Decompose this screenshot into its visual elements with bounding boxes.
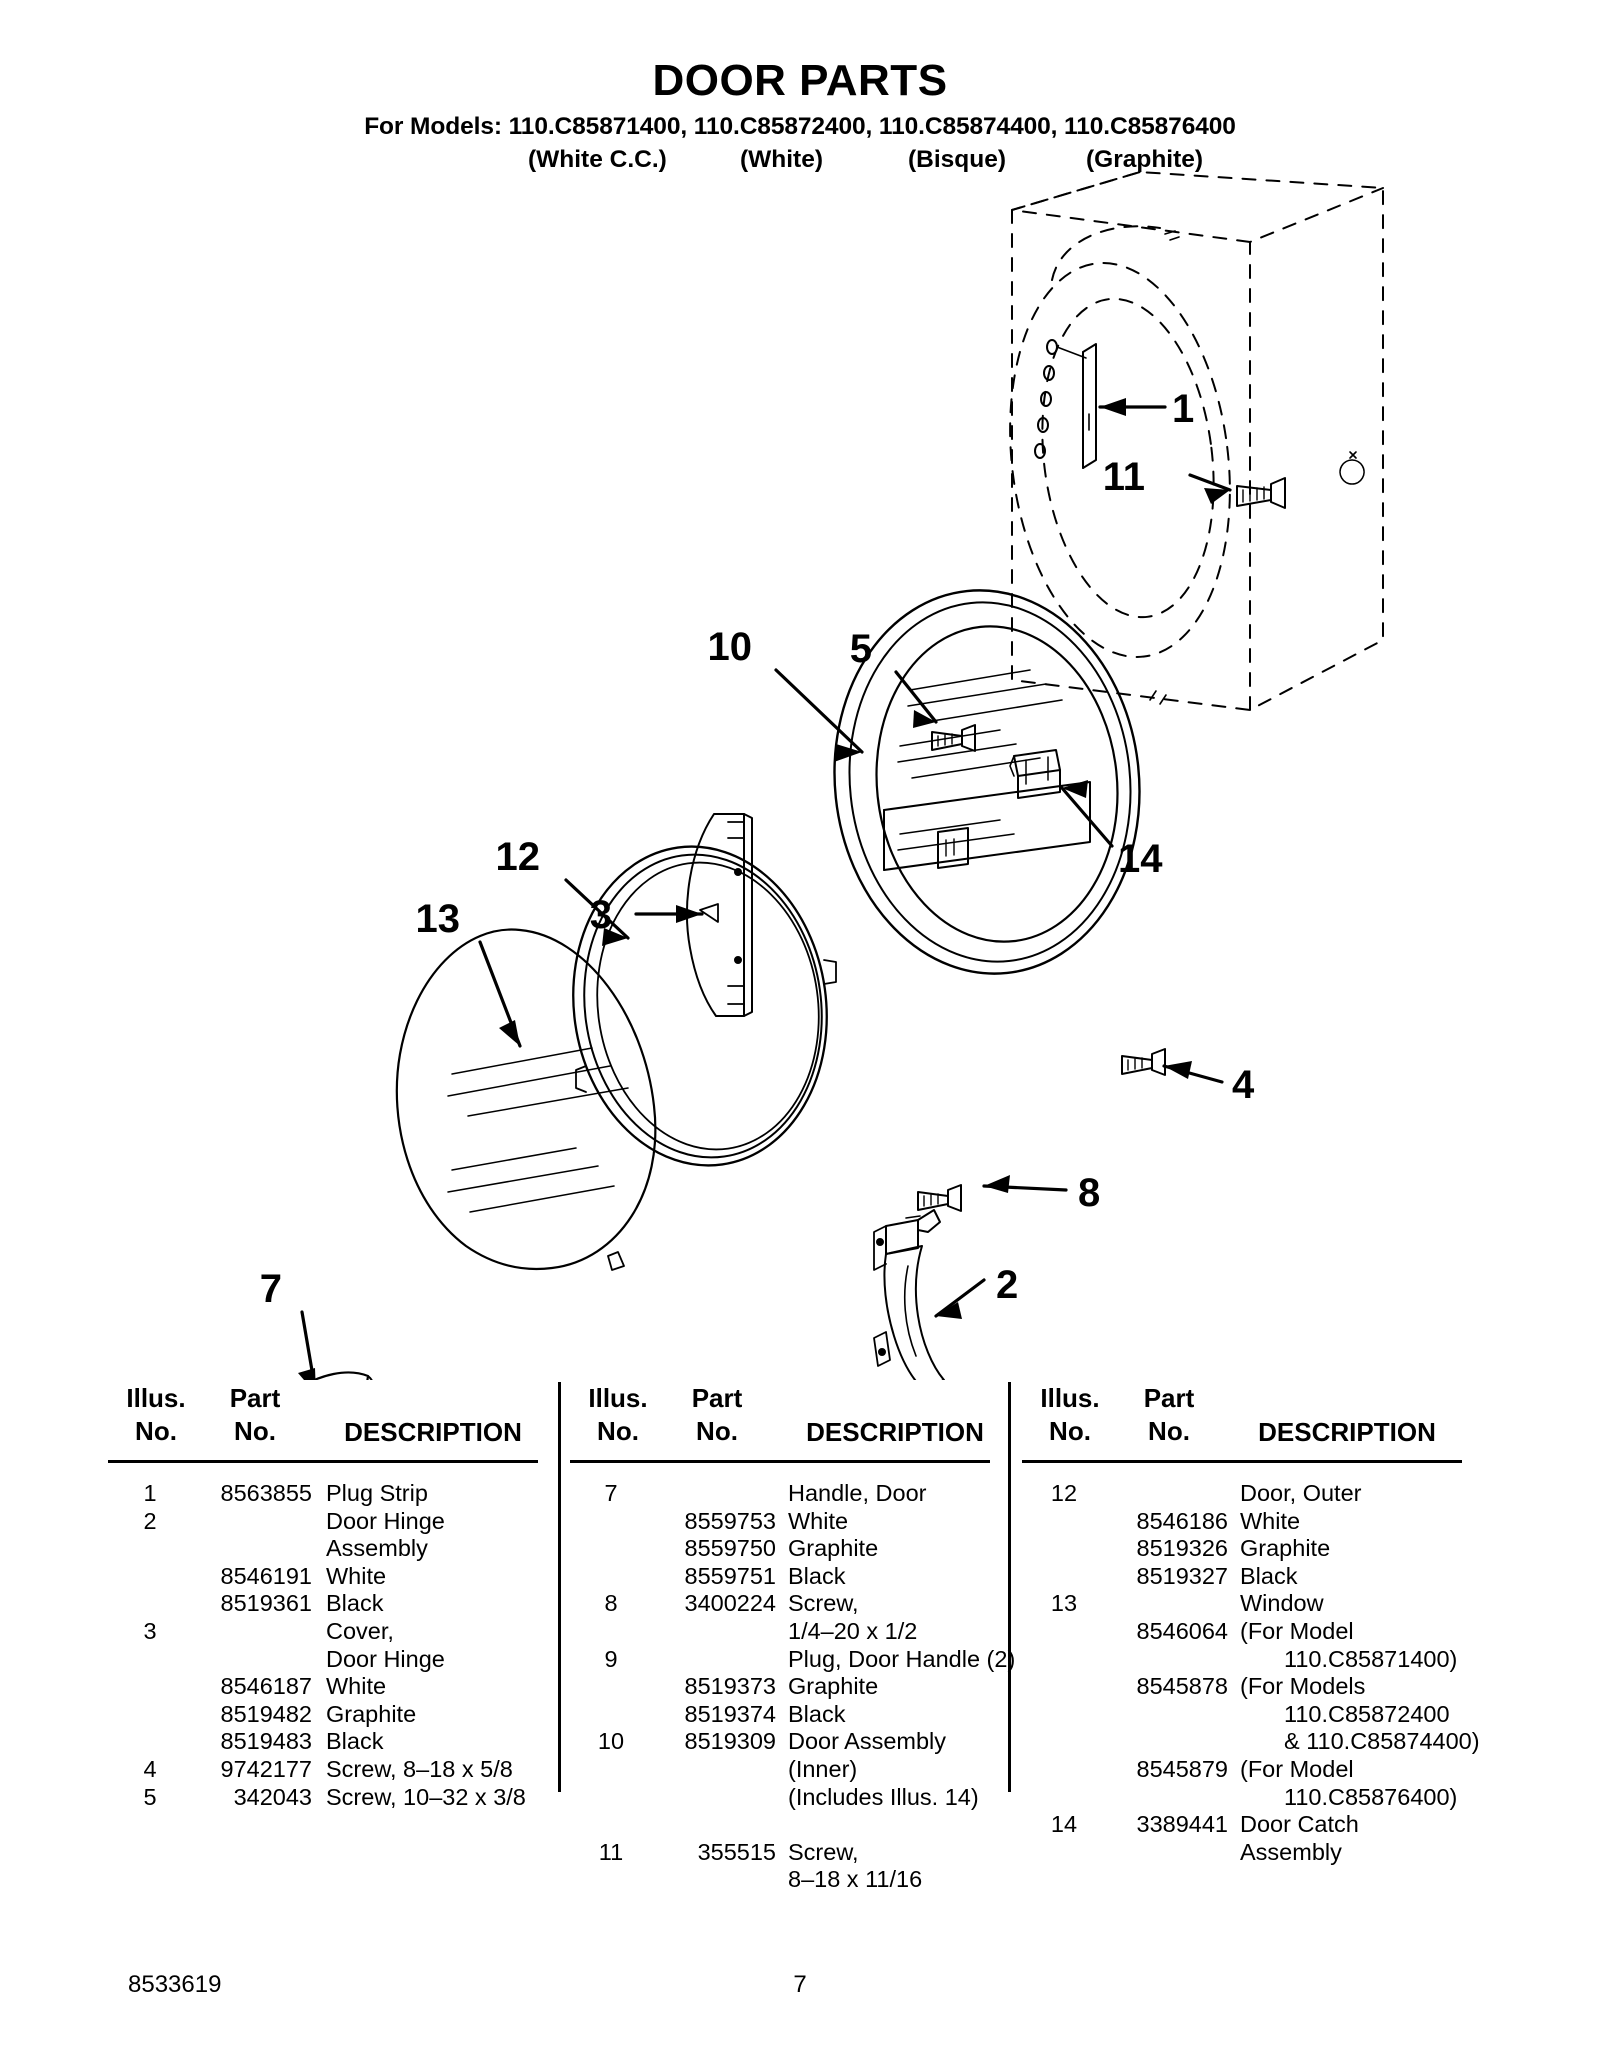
cell-part-no: 8563855 [220,1480,312,1506]
table-row [570,1508,990,1536]
header-illus-line1: Illus. [126,1383,186,1413]
cell-description: Screw, 10–32 x 3/8 [326,1783,526,1810]
table-row [108,1563,538,1591]
page-header [0,0,1600,180]
cell-part-no: 8519327 [1136,1562,1228,1589]
parts-table [0,1382,1600,1893]
header-description: DESCRIPTION [1258,1417,1436,1447]
cell-part-no: 8546191 [220,1562,312,1589]
cell-illus-no: 5 [143,1783,157,1810]
callout-12: 12 [495,835,540,879]
cabinet-front-panel-outline [989,172,1383,710]
cell-illus-no: 2 [143,1507,157,1534]
callout-1: 1 [1172,387,1195,431]
cell-description: (Includes Illus. 14) [788,1783,979,1810]
table-row [570,1590,990,1618]
header-illus-line2: No. [597,1416,639,1447]
table-row [108,1535,538,1563]
header-description: DESCRIPTION [806,1417,984,1447]
table-row [1022,1508,1462,1536]
callout-10: 10 [707,625,752,669]
table-row [108,1646,538,1674]
cell-part-no: 3389441 [1136,1811,1228,1838]
column-divider-1 [558,1382,561,1792]
cell-part-no: 8559751 [684,1562,776,1589]
table-row [570,1756,990,1784]
table-row [1022,1563,1462,1591]
table-row [108,1590,538,1618]
table-row [1022,1646,1462,1674]
cell-illus-no: 11 [598,1838,624,1865]
callout-5: 5 [849,627,872,671]
cell-description: 110.C85871400) [1284,1645,1458,1672]
table-row [570,1645,1016,1674]
cell-description: 110.C85872400 [1284,1700,1450,1727]
cell-description: Door Hinge [326,1507,445,1534]
cell-part-no: 8519373 [684,1673,776,1700]
cell-description: Plug, Door Handle (2) [788,1645,1016,1672]
part-door-handle [265,1372,375,1380]
table-row [1022,1839,1462,1867]
part-screw-11 [1237,478,1285,508]
table-row [108,1480,538,1508]
cell-part-no: 8559750 [684,1535,776,1562]
table-body-3 [1022,1480,1480,1866]
cell-description: & 110.C85874400) [1284,1728,1480,1755]
table-row [570,1701,990,1729]
cell-part-no: 8519483 [220,1728,312,1755]
callout-4-right: 4 [1232,1063,1255,1107]
header-illus-line1: Illus. [1040,1383,1100,1413]
cell-description: Black [788,1700,846,1727]
table-header-2 [570,1382,990,1460]
cell-description: Screw, [788,1590,859,1617]
cell-part-no: 8519482 [220,1700,312,1727]
cell-description: Door Hinge [326,1645,445,1672]
table-row [108,1701,538,1729]
color-variant-3: (Bisque) [908,145,1006,173]
table-row [570,1535,990,1563]
table-row [570,1618,990,1646]
callout-11: 11 [1102,455,1145,499]
table-row [1022,1701,1462,1729]
callout-8: 8 [1078,1171,1101,1215]
glass-hatch-lines [898,670,1062,850]
table-header-1 [108,1382,538,1460]
cell-description: Black [326,1728,384,1755]
cell-description: (For Model [1240,1755,1354,1782]
parts-table-column-3 [1022,1382,1480,1866]
table-header-3 [1022,1382,1462,1460]
color-variant-4: (Graphite) [1086,145,1204,173]
table-row [570,1784,990,1812]
cell-description: Cover, [326,1617,394,1644]
header-illus-line2: No. [135,1416,177,1447]
color-variant-1: (White C.C.) [528,145,667,173]
cell-description: Assembly [1240,1838,1342,1865]
header-part-line2: No. [1148,1416,1190,1447]
header-rule-1 [108,1460,538,1463]
cell-description: White [326,1673,387,1700]
cell-description: White [326,1562,387,1589]
cell-illus-no: 8 [604,1590,618,1617]
callout-3: 3 [589,893,612,937]
table-row [570,1480,990,1508]
part-door-catch-assembly [1010,750,1060,798]
cell-illus-no: 12 [1050,1480,1078,1506]
header-part-line2: No. [234,1416,276,1447]
table-row [1022,1811,1462,1839]
cell-part-no: 355515 [697,1838,776,1865]
exploded-parts-diagram [0,170,1600,1380]
models-line: For Models: 110.C85871400, 110.C85872400, 110.C85874400, 110.C85876400 [364,112,1236,140]
cell-description: Graphite [326,1700,417,1727]
table-row [1022,1590,1462,1618]
cell-part-no: 8545878 [1136,1673,1228,1700]
table-row [1022,1480,1462,1508]
page-number: 7 [793,1971,807,1998]
table-row [570,1811,990,1839]
table-row [1022,1618,1462,1646]
table-row [1022,1535,1462,1563]
cell-description: Plug Strip [326,1480,428,1506]
parts-table-column-1 [108,1382,538,1811]
table-row [570,1839,990,1867]
header-illus-line1: Illus. [588,1383,648,1413]
cell-description: Handle, Door [788,1480,927,1506]
part-outer-door-ring [553,830,847,1182]
cell-description: 110.C85876400) [1284,1783,1458,1810]
cell-description: Graphite [1240,1535,1331,1562]
callout-14: 14 [1118,837,1163,881]
table-row [1022,1784,1462,1812]
cell-description: 8–18 x 11/16 [788,1866,923,1893]
cabinet-panel-detail-marks [1150,231,1364,704]
table-row [108,1673,538,1701]
cell-description: Window [1240,1590,1324,1617]
cell-part-no: 8546064 [1136,1617,1228,1644]
cell-description: Screw, 8–18 x 5/8 [326,1755,513,1782]
table-row [570,1866,990,1894]
document-number: 8533619 [128,1971,222,1998]
table-row [1022,1673,1462,1701]
cell-illus-no: 14 [1050,1811,1078,1838]
cell-illus-no: 10 [597,1728,625,1755]
cell-part-no: 9742177 [220,1755,312,1782]
table-row [1022,1728,1480,1756]
header-rule-2 [570,1460,990,1463]
table-body-2 [570,1480,1016,1894]
cell-description: (For Model [1240,1617,1354,1644]
cell-illus-no: 9 [604,1645,618,1672]
diagram-svg [0,170,1600,1380]
table-row [570,1673,990,1701]
cell-description: 1/4–20 x 1/2 [788,1617,918,1644]
parts-table-column-2 [570,1382,1016,1894]
callout-7: 7 [259,1267,282,1311]
cell-illus-no: 7 [604,1480,618,1506]
cell-description: Black [326,1590,384,1617]
callout-2: 2 [996,1263,1019,1307]
cell-description: Screw, [788,1838,859,1865]
cell-part-no: 8546187 [220,1673,312,1700]
table-row [108,1756,538,1784]
cell-description: (For Models [1240,1673,1366,1700]
cell-description: Graphite [788,1673,879,1700]
header-part-line1: Part [1143,1383,1195,1413]
cell-description: White [788,1507,849,1534]
cell-description: (Inner) [788,1755,858,1782]
part-screw-8 [918,1185,961,1211]
page-footer [0,1971,1600,2005]
table-row [108,1784,538,1812]
cell-description: Door Assembly [788,1728,947,1755]
cell-description: Black [788,1562,846,1589]
cell-part-no: 8519361 [220,1590,312,1617]
cell-illus-no: 4 [143,1755,157,1782]
part-door-hinge-assembly [874,1210,944,1380]
header-part-line2: No. [696,1416,738,1447]
cell-part-no: 8545879 [1136,1755,1228,1782]
cell-part-no: 8519374 [684,1700,776,1727]
table-row [108,1728,538,1756]
table-body-1 [108,1480,538,1811]
page-title: DOOR PARTS [652,56,948,105]
cell-description: Assembly [326,1535,428,1562]
cell-illus-no: 13 [1050,1590,1078,1617]
cell-illus-no: 3 [143,1617,157,1644]
cell-description: Graphite [788,1535,879,1562]
callout-13: 13 [415,897,460,941]
cell-description: Door, Outer [1240,1480,1362,1506]
cell-part-no: 8519309 [684,1728,776,1755]
part-screw-4-right [1122,1049,1165,1075]
cell-illus-no: 1 [143,1480,157,1506]
color-variant-2: (White) [740,145,823,173]
cell-description: Door Catch [1240,1811,1359,1838]
header-illus-line2: No. [1049,1416,1091,1447]
cell-part-no: 8559753 [684,1507,776,1534]
cell-part-no: 8519326 [1136,1535,1228,1562]
header-part-line1: Part [229,1383,281,1413]
part-window-glass [397,930,656,1270]
cell-part-no: 342043 [233,1783,312,1810]
cell-part-no: 8546186 [1136,1507,1228,1534]
table-row [108,1508,538,1536]
cell-part-no: 3400224 [684,1590,776,1617]
header-part-line1: Part [691,1383,743,1413]
table-row [570,1563,990,1591]
cell-description: Black [1240,1562,1298,1589]
cell-description: White [1240,1507,1301,1534]
table-row [1022,1756,1462,1784]
table-row [108,1618,538,1646]
header-description: DESCRIPTION [344,1417,522,1447]
table-row [570,1728,990,1756]
header-rule-3 [1022,1460,1462,1463]
